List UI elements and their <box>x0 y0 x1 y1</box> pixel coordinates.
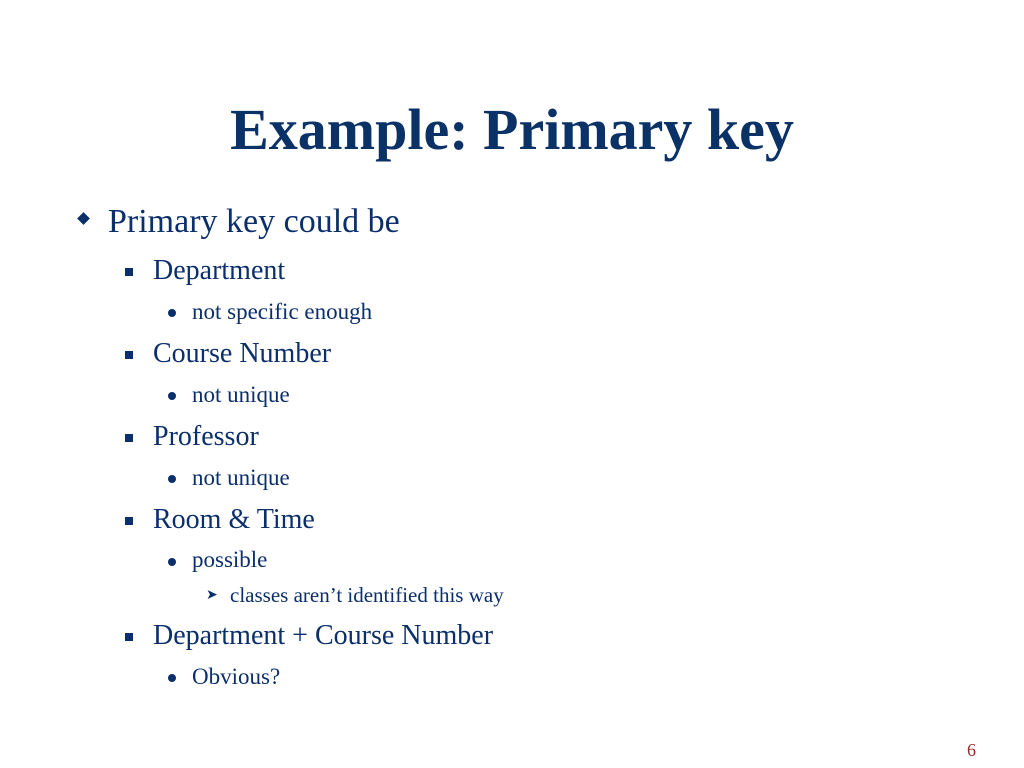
bullet-primary-key-could-be: Primary key could be <box>108 203 400 240</box>
square-bullet-icon <box>125 268 133 276</box>
square-bullet-icon <box>125 633 133 641</box>
bullet-department-plus-course-number: Department + Course Number <box>153 620 494 651</box>
bullet-professor-not-unique: not unique <box>192 465 290 490</box>
square-bullet-icon <box>125 434 133 442</box>
bullet-department: Department <box>153 255 286 286</box>
bullet-course-number: Course Number <box>153 338 332 369</box>
dot-bullet-icon <box>168 674 176 682</box>
square-bullet-icon <box>125 517 133 525</box>
bullet-classes-not-identified: classes aren’t identified this way <box>230 583 504 607</box>
arrowhead-bullet-icon: ➤ <box>206 587 218 603</box>
bullet-room-and-time: Room & Time <box>153 504 315 535</box>
bullet-course-number-not-unique: not unique <box>192 382 290 407</box>
slide-title: Example: Primary key <box>230 97 794 162</box>
page-number: 6 <box>967 740 976 760</box>
dot-bullet-icon <box>168 392 176 400</box>
bullet-professor: Professor <box>153 421 259 452</box>
dot-bullet-icon <box>168 475 176 483</box>
diamond-bullet-icon <box>77 212 90 225</box>
bullet-not-specific-enough: not specific enough <box>192 299 373 324</box>
dot-bullet-icon <box>168 309 176 317</box>
square-bullet-icon <box>125 351 133 359</box>
dot-bullet-icon <box>168 558 176 566</box>
bullet-obvious: Obvious? <box>192 664 281 689</box>
bullet-possible: possible <box>192 547 268 572</box>
